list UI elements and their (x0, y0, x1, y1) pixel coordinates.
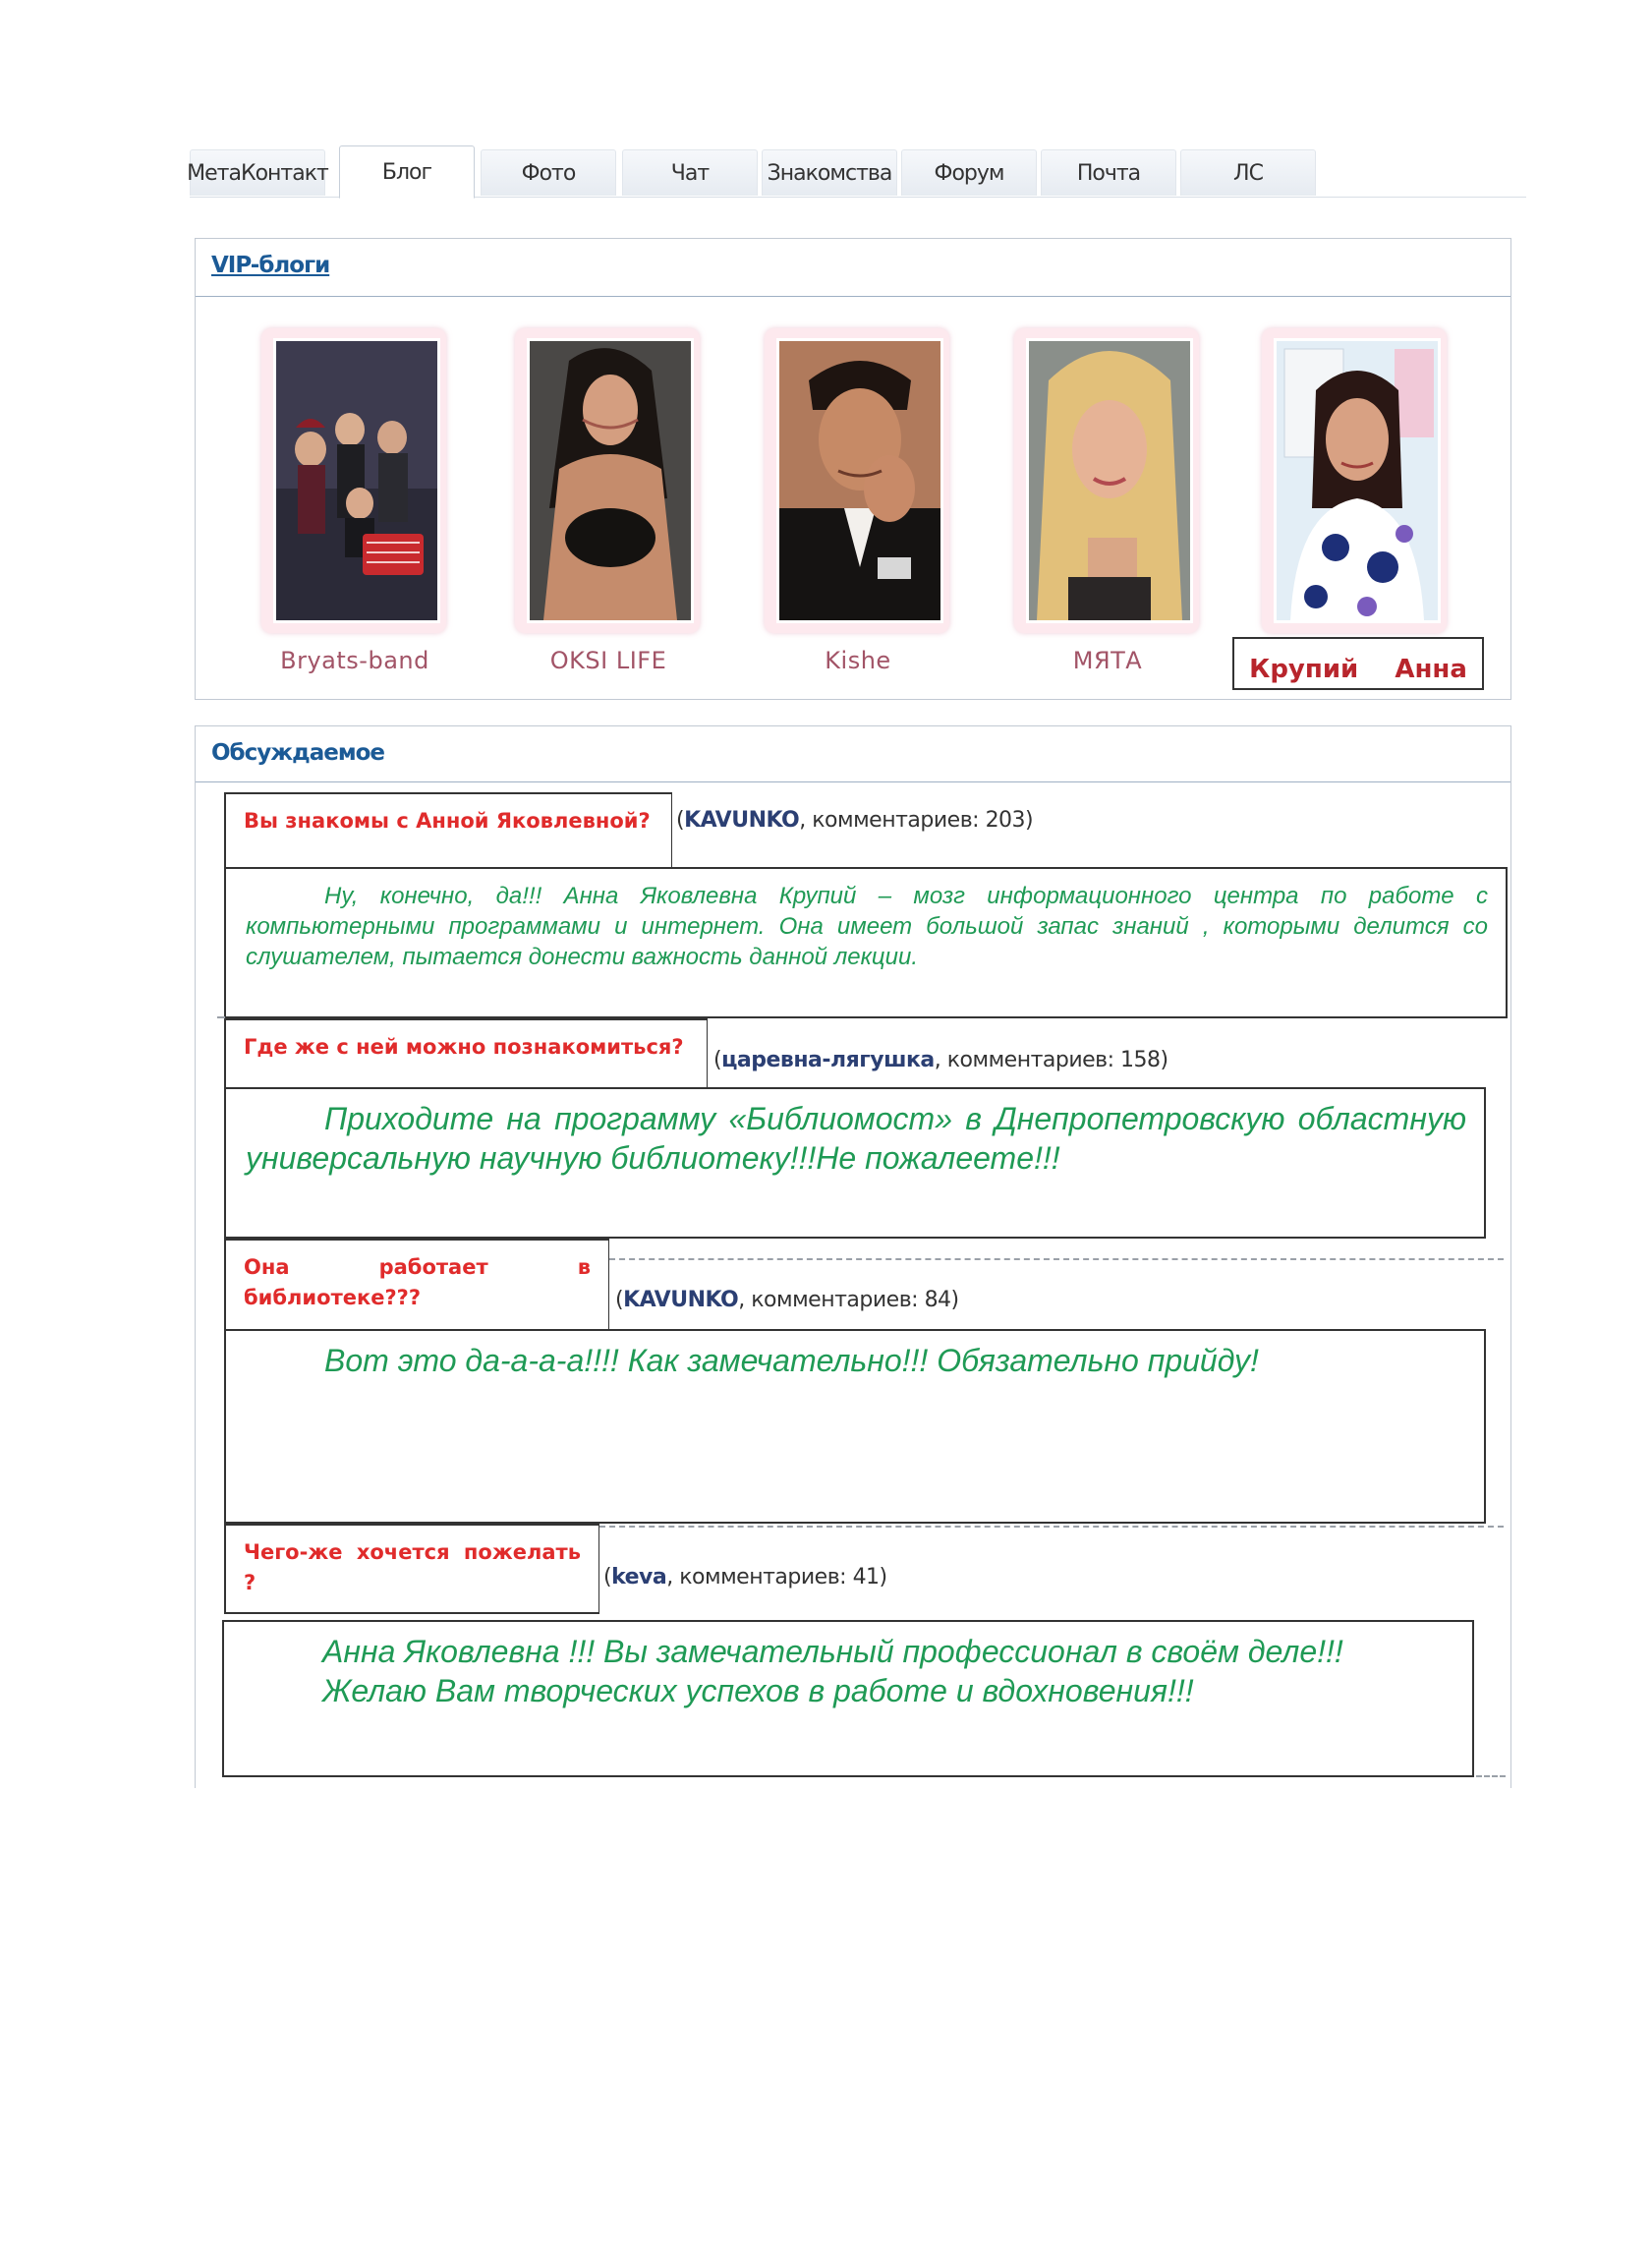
vip-blogs-header (196, 239, 1510, 297)
topic-question[interactable]: Она работает в библиотеке??? (224, 1239, 609, 1331)
vip-avatar-myata[interactable] (1026, 338, 1193, 623)
topic-question[interactable]: Где же с ней можно познакомиться? (224, 1018, 708, 1089)
vip-name-link[interactable]: МЯТА (1072, 647, 1143, 674)
vip-card-krupiy-anna[interactable] (1262, 328, 1449, 633)
tab-blog[interactable]: Блог (339, 145, 475, 199)
vip-name-link[interactable]: Bryats-band (280, 647, 429, 674)
discussed-header (196, 726, 1510, 782)
tab-mail[interactable]: Почта (1041, 149, 1176, 196)
topic-question[interactable]: Вы знакомы с Анной Яковлевной? (224, 792, 672, 869)
tab-metacontact[interactable]: МетаКонтакт (190, 149, 325, 196)
topic-author-link[interactable]: царевна-лягушка (721, 1048, 935, 1072)
vip-avatar-krupiy-anna[interactable] (1274, 338, 1441, 623)
topic-author-link[interactable]: KAVUNKO (623, 1288, 739, 1312)
topic-meta: (keva, комментариев: 41) (603, 1565, 887, 1589)
tab-private-messages[interactable]: ЛС (1180, 149, 1316, 196)
divider (599, 1526, 1504, 1528)
topic-answer: Ну, конечно, да!!! Анна Яковлевна Крупий – мозг информационного центра по работе с компьютерными программами и интернет. Она имеет большой запас знаний , которыми делится со слушателем, пытается донести важность данной лекции. (224, 867, 1508, 1018)
vip-card-bryats-band[interactable] (261, 328, 448, 633)
topic-answer: Анна Яковлевна !!! Вы замечательный профессионал в своём деле!!! Желаю Вам творческих успехов в работе и вдохновения!!! (222, 1620, 1474, 1777)
topic-meta: (KAVUNKO, комментариев: 203) (676, 808, 1034, 833)
main-tabs (187, 145, 1526, 198)
vip-avatar-oksi-life[interactable] (527, 338, 694, 623)
vip-card-kishe[interactable] (765, 328, 951, 633)
topic-answer: Приходите на программу «Библиомост» в Днепропетровскую областную универсальную научную библиотеку!!!Не пожалеете!!! (224, 1087, 1486, 1239)
topic-author-link[interactable]: keva (611, 1565, 667, 1589)
vip-avatar-kishe[interactable] (776, 338, 943, 623)
topic-author-link[interactable]: KAVUNKO (684, 808, 800, 833)
topic-answer: Вот это да-а-а-а!!!! Как замечательно!!! Обязательно прийду! (224, 1329, 1486, 1524)
vip-card-myata[interactable] (1014, 328, 1201, 633)
topic-question[interactable]: Чего-же хочется пожелать ? (224, 1524, 599, 1614)
tab-chat[interactable]: Чат (622, 149, 758, 196)
vip-card-oksi-life[interactable] (515, 328, 702, 633)
tab-photo[interactable]: Фото (481, 149, 616, 196)
topic-meta: (царевна-лягушка, комментариев: 158) (713, 1048, 1168, 1072)
divider (609, 1258, 1504, 1260)
vip-name-link[interactable]: Крупий Анна (1232, 637, 1484, 690)
discussed-title: Обсуждаемое (211, 740, 385, 766)
vip-avatar-bryats-band[interactable] (273, 338, 440, 623)
divider (1476, 1775, 1506, 1777)
tab-forum[interactable]: Форум (901, 149, 1037, 196)
vip-name-link[interactable]: OKSI LIFE (549, 647, 667, 674)
tab-dating[interactable]: Знакомства (762, 149, 897, 196)
vip-name-link[interactable]: Kishe (825, 647, 891, 674)
vip-blogs-title[interactable]: VIP-блоги (211, 253, 330, 278)
topic-meta: (KAVUNKO, комментариев: 84) (615, 1288, 959, 1312)
